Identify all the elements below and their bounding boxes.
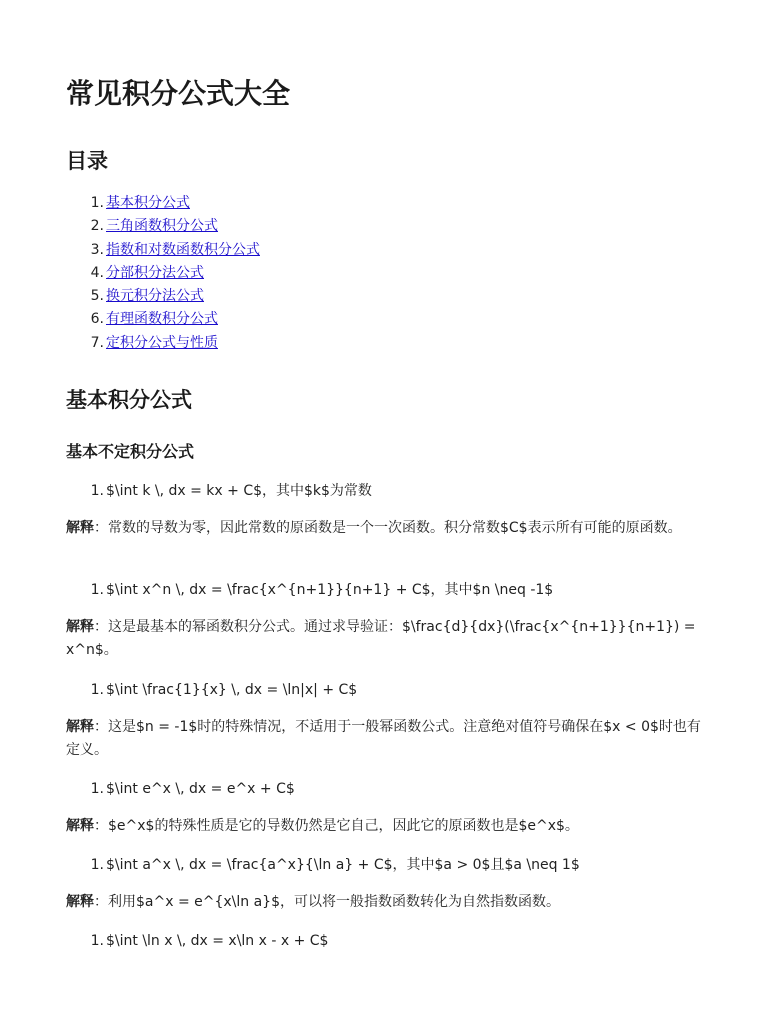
toc-item-number: 7. bbox=[90, 334, 104, 351]
formula-text: $\int \frac{1}{x} \, dx = \ln|x| + C$ bbox=[106, 682, 358, 698]
explanation-text: ：这是最基本的幂函数积分公式。通过求导验证：$\frac{d}{dx}(\frac{x^{n+1}}{n+1}) = x^n$。 bbox=[66, 619, 696, 658]
formula-item bbox=[66, 480, 372, 502]
toc-link-integration-by-parts[interactable]: 分部积分法公式 bbox=[106, 264, 204, 281]
toc-link-rational-functions[interactable]: 有理函数积分公式 bbox=[106, 311, 218, 328]
explanation-text: ：利用$a^x = e^{x\ln a}$，可以将一般指数函数转化为自然指数函数。 bbox=[94, 894, 560, 910]
explanation-text: ：$e^x$的特殊性质是它的导数仍然是它自己，因此它的原函数也是$e^x$。 bbox=[94, 818, 579, 834]
explanation-paragraph bbox=[66, 517, 706, 540]
toc-item bbox=[66, 285, 260, 308]
formula-text: $\int x^n \, dx = \frac{x^{n+1}}{n+1} + C$，其中$n \neq -1$ bbox=[106, 582, 554, 598]
formula-number: 1. bbox=[90, 582, 104, 598]
explanation-text: ：这是$n = -1$时的特殊情况，不适用于一般幂函数公式。注意绝对值符号确保在$x < 0$时也有定义。 bbox=[66, 719, 701, 758]
formula-number: 1. bbox=[90, 781, 104, 797]
toc-link-trig-integrals[interactable]: 三角函数积分公式 bbox=[106, 218, 218, 235]
explanation-paragraph bbox=[66, 616, 706, 662]
formula-text: $\int k \, dx = kx + C$，其中$k$为常数 bbox=[106, 483, 372, 499]
formula-text: $\int \ln x \, dx = x\ln x - x + C$ bbox=[106, 933, 329, 949]
toc-item-number: 4. bbox=[90, 264, 104, 281]
explanation-label: 解释 bbox=[66, 619, 94, 635]
formula-number: 1. bbox=[90, 857, 104, 873]
formula-item bbox=[66, 679, 357, 701]
page-title: 常见积分公式大全 bbox=[66, 77, 291, 110]
toc-link-exp-log-integrals[interactable]: 指数和对数函数积分公式 bbox=[106, 241, 260, 258]
explanation-paragraph bbox=[66, 891, 706, 914]
toc-item-number: 2. bbox=[90, 218, 104, 235]
explanation-text: ：常数的导数为零，因此常数的原函数是一个一次函数。积分常数$C$表示所有可能的原函数。 bbox=[94, 520, 682, 536]
explanation-label: 解释 bbox=[66, 520, 94, 536]
toc-item-number: 3. bbox=[90, 241, 104, 258]
toc-item bbox=[66, 308, 260, 331]
formula-item bbox=[66, 579, 553, 601]
formula-item bbox=[66, 854, 580, 876]
toc-item-number: 5. bbox=[90, 288, 104, 305]
toc-link-definite-integrals[interactable]: 定积分公式与性质 bbox=[106, 334, 218, 351]
formula-item bbox=[66, 778, 295, 800]
formula-item bbox=[66, 930, 328, 952]
formula-number: 1. bbox=[90, 682, 104, 698]
toc-link-basic-integrals[interactable]: 基本积分公式 bbox=[106, 195, 190, 211]
subsection-heading-indefinite: 基本不定积分公式 bbox=[66, 442, 195, 461]
formula-text: $\int a^x \, dx = \frac{a^x}{\ln a} + C$，其中$a > 0$且$a \neq 1$ bbox=[106, 857, 580, 873]
explanation-paragraph bbox=[66, 815, 706, 838]
toc-item bbox=[66, 332, 260, 355]
toc-item bbox=[66, 239, 260, 262]
toc-item bbox=[66, 262, 260, 285]
explanation-paragraph bbox=[66, 716, 706, 762]
toc-heading: 目录 bbox=[66, 149, 108, 173]
section-heading-basic-integrals: 基本积分公式 bbox=[66, 388, 192, 412]
toc-item-number: 1. bbox=[90, 195, 104, 211]
explanation-label: 解释 bbox=[66, 719, 94, 735]
toc-link-substitution[interactable]: 换元积分法公式 bbox=[106, 288, 204, 305]
toc-item bbox=[66, 215, 260, 238]
explanation-label: 解释 bbox=[66, 818, 94, 834]
toc-item bbox=[66, 192, 260, 215]
formula-text: $\int e^x \, dx = e^x + C$ bbox=[106, 781, 295, 797]
explanation-label: 解释 bbox=[66, 894, 94, 910]
table-of-contents bbox=[66, 192, 260, 355]
toc-item-number: 6. bbox=[90, 311, 104, 328]
formula-number: 1. bbox=[90, 933, 104, 949]
formula-number: 1. bbox=[90, 483, 104, 499]
